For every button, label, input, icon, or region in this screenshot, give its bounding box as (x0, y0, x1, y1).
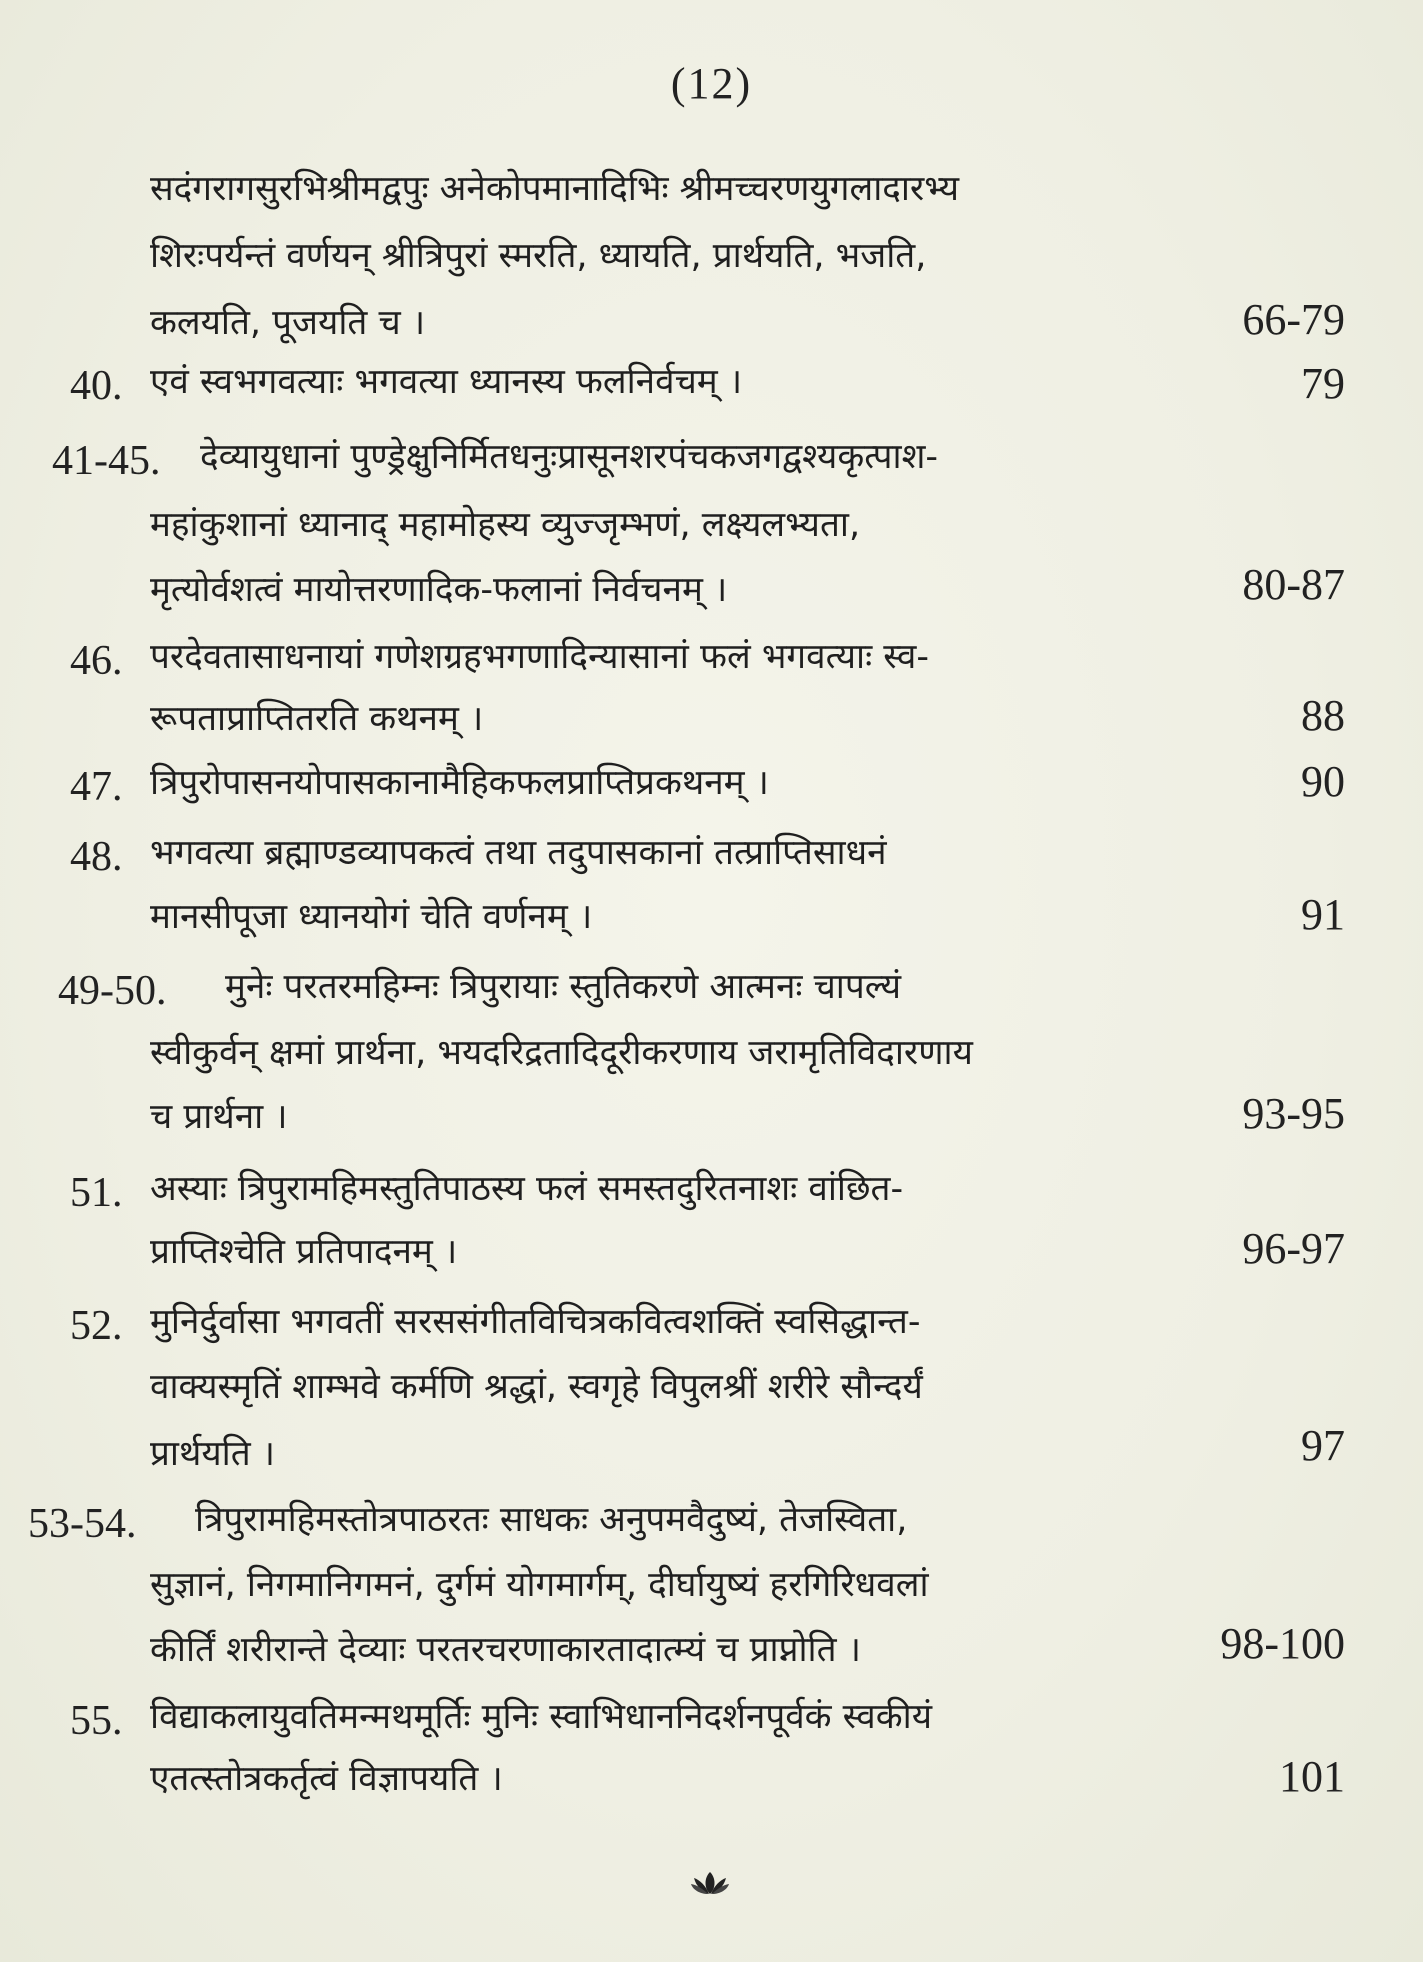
entry-line: देव्यायुधानां पुण्ड्रेक्षुनिर्मितधनुःप्रासूनशरपंचकजगद्वश्यकृत्पाश- (200, 437, 939, 477)
entry-line: कीर्तिं शरीरान्ते देव्याः परतरचरणाकारतादात्म्यं च प्राप्नोति । (150, 1630, 861, 1670)
entry-line: त्रिपुरोपासनयोपासकानामैहिकफलप्राप्तिप्रकथनम् । (150, 763, 769, 803)
entry-line: स्वीकुर्वन् क्षमां प्रार्थना, भयदरिद्रतादिदूरीकरणाय जरामृतिविदारणाय (150, 1033, 973, 1073)
entry-page-ref: 91 (1301, 890, 1345, 939)
entry-number: 51. (70, 1170, 123, 1216)
entry-page-ref: 96-97 (1242, 1224, 1345, 1273)
entry-line: वाक्यस्मृतिं शाम्भवे कर्मणि श्रद्धां, स्वगृहे विपुलश्रीं शरीरे सौन्दर्यं (150, 1367, 923, 1407)
lotus-ornament-icon (690, 1870, 730, 1896)
entry-page-ref: 101 (1279, 1752, 1345, 1801)
entry-page-ref: 97 (1301, 1421, 1345, 1470)
entry-line: एवं स्वभगवत्याः भगवत्या ध्यानस्य फलनिर्वचम् । (150, 362, 743, 402)
entry-number: 41-45. (52, 438, 161, 484)
entry-number: 52. (70, 1303, 123, 1349)
entry-line: कलयति, पूजयति च । (150, 303, 426, 343)
entry-line: मुनिर्दुर्वासा भगवतीं सरससंगीतविचित्रकवित्वशक्तिं स्वसिद्धान्त- (150, 1302, 921, 1342)
entry-number: 53-54. (28, 1501, 137, 1547)
entry-line: एतत्स्तोत्रकर्तृत्वं विज्ञापयति । (150, 1759, 503, 1799)
entry-line: रूपताप्राप्तितरति कथनम् । (150, 699, 484, 739)
entry-page-ref: 98-100 (1220, 1619, 1345, 1668)
entry-page-ref: 90 (1301, 757, 1345, 806)
entry-line: प्राप्तिश्चेति प्रतिपादनम् । (150, 1232, 458, 1272)
entry-page-ref: 93-95 (1242, 1089, 1345, 1138)
entry-number: 49-50. (58, 968, 167, 1014)
entry-line: अस्याः त्रिपुरामहिमस्तुतिपाठस्य फलं समस्तदुरितनाशः वांछित- (150, 1169, 904, 1209)
entry-page-ref: 66-79 (1242, 295, 1345, 344)
entry-number: 46. (70, 638, 123, 684)
entry-number: 40. (70, 363, 123, 409)
entry-line: भगवत्या ब्रह्माण्डव्यापकत्वं तथा तदुपासकानां तत्प्राप्तिसाधनं (150, 833, 887, 873)
entry-page-ref: 88 (1301, 691, 1345, 740)
entry-line: त्रिपुरामहिमस्तोत्रपाठरतः साधकः अनुपमवैदुष्यं, तेजस्विता, (195, 1500, 908, 1540)
page-number: (12) (670, 59, 753, 108)
entry-line: परदेवतासाधनायां गणेशग्रहभगणादिन्यासानां फलं भगवत्याः स्व- (150, 637, 930, 677)
entry-line: महांकुशानां ध्यानाद् महामोहस्य व्युज्जृम्भणं, लक्ष्यलभ्यता, (150, 505, 861, 545)
entry-page-ref: 80-87 (1242, 560, 1345, 609)
entry-line: प्रार्थयति । (150, 1434, 276, 1474)
entry-line: सदंगरागसुरभिश्रीमद्वपुः अनेकोपमानादिभिः श्रीमच्चरणयुगलादारभ्य (150, 169, 960, 209)
entry-line: सुज्ञानं, निगमानिगमनं, दुर्गमं योगमार्गम्, दीर्घायुष्यं हरगिरिधवलां (150, 1565, 929, 1605)
entry-line: मुनेः परतरमहिम्नः त्रिपुरायाः स्तुतिकरणे आत्मनः चापल्यं (225, 967, 902, 1007)
entry-number: 48. (70, 834, 123, 880)
entry-page-ref: 79 (1301, 359, 1345, 408)
entry-line: विद्याकलायुवतिमन्मथमूर्तिः मुनिः स्वाभिधाननिदर्शनपूर्वकं स्वकीयं (150, 1697, 932, 1737)
entry-line: शिरःपर्यन्तं वर्णयन् श्रीत्रिपुरां स्मरति, ध्यायति, प्रार्थयति, भजति, (150, 236, 927, 276)
entry-line: मृत्योर्वशत्वं मायोत्तरणादिक-फलानां निर्वचनम् । (150, 570, 728, 610)
entry-number: 47. (70, 764, 123, 810)
entry-line: मानसीपूजा ध्यानयोगं चेति वर्णनम् । (150, 897, 593, 937)
entry-number: 55. (70, 1698, 123, 1744)
entry-line: च प्रार्थना । (150, 1097, 288, 1137)
